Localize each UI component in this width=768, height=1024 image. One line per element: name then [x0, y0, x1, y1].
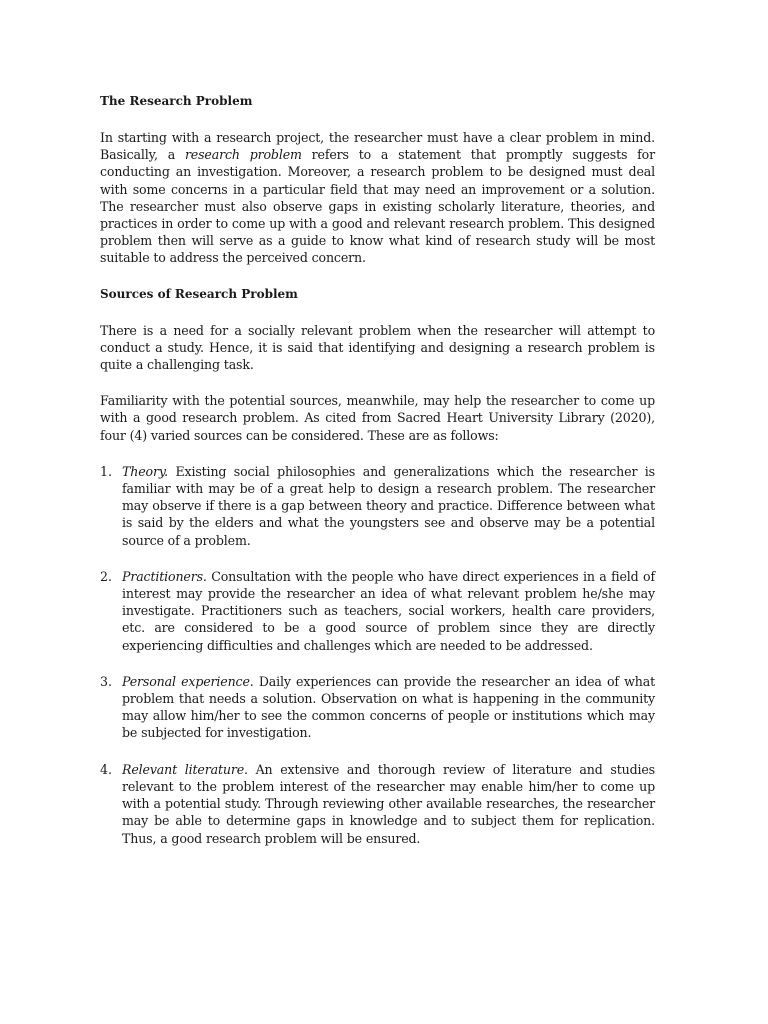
heading-research-problem: The Research Problem [100, 94, 253, 108]
list-item-text: Daily experiences can provide the researcher an idea of what problem that needs a solution. Observation on what is happening in the community may allow him/her to see the common concerns of people or institutions which may be subjected for investigation. [122, 673, 655, 741]
familiarity-paragraph: Familiarity with the potential sources, meanwhile, may help the researcher to come up with a good research problem. As cited from Sacred Heart University Library (2020), four (4) varied sources can be considered. These are as follows: [100, 393, 655, 443]
list-item-body [122, 673, 655, 742]
list-item-number: 2. [100, 568, 113, 584]
list-item-body [122, 568, 655, 654]
list-item-body [122, 463, 655, 549]
intro-text-end: refers to a statement that promptly suggests for conducting an investigation. Moreover, a research problem to be designed must deal with some concerns in a particular field that may need an improvement or a solution. The researcher must also observe gaps in existing scholarly literature, theories, and practices in order to come up with a good and relevant research problem. This designed problem then will serve as a guide to know what kind of research study will be most suitable to address the perceived concern. [100, 147, 655, 266]
intro-paragraph [100, 129, 655, 267]
list-item [100, 761, 655, 847]
heading-sources: Sources of Research Problem [100, 286, 298, 301]
list-item-body [122, 761, 655, 847]
sources-list [100, 463, 655, 847]
document-page [100, 93, 655, 866]
list-item-number: 4. [100, 761, 113, 777]
list-item [100, 568, 655, 654]
list-item-text: Existing social philosophies and generalizations which the researcher is familiar with may be of a great help to design a research problem. The researcher may observe if there is a gap between theory and practice. Difference between what is said by the elders and what the youngsters see and observe may be a potential source of a problem. [122, 463, 655, 548]
list-item-term: Practitioners. [122, 568, 207, 584]
list-item-number: 3. [100, 673, 113, 689]
intro-italic-term: research problem [184, 147, 302, 163]
list-item [100, 463, 655, 549]
intro-text-start: In starting with a research project, the researcher must have a clear problem in mind. Basically, a [100, 130, 655, 163]
list-item-text: An extensive and thorough review of literature and studies relevant to the problem interest of the researcher may enable him/her to come up with a potential study. Through reviewing other available researches, the researcher may be able to determine gaps in knowledge and to subject them for replication. Thus, a good research problem will be ensured. [122, 761, 655, 846]
list-item-text: Consultation with the people who have direct experiences in a field of interest may provide the researcher an idea of what relevant problem he/she may investigate. Practitioners such as teachers, social workers, health care providers, etc. are considered to be a good source of problem since they are directly experiencing difficulties and challenges which are needed to be addressed. [122, 568, 655, 653]
list-item-term: Relevant literature. [122, 761, 248, 777]
list-item-term: Theory. [122, 463, 168, 479]
list-item-term: Personal experience. [122, 673, 254, 689]
list-item-number: 1. [100, 463, 113, 479]
need-paragraph: There is a need for a socially relevant problem when the researcher will attempt to conduct a study. Hence, it is said that identifying and designing a research problem is quite a challenging task. [100, 322, 655, 373]
list-item [100, 673, 655, 742]
